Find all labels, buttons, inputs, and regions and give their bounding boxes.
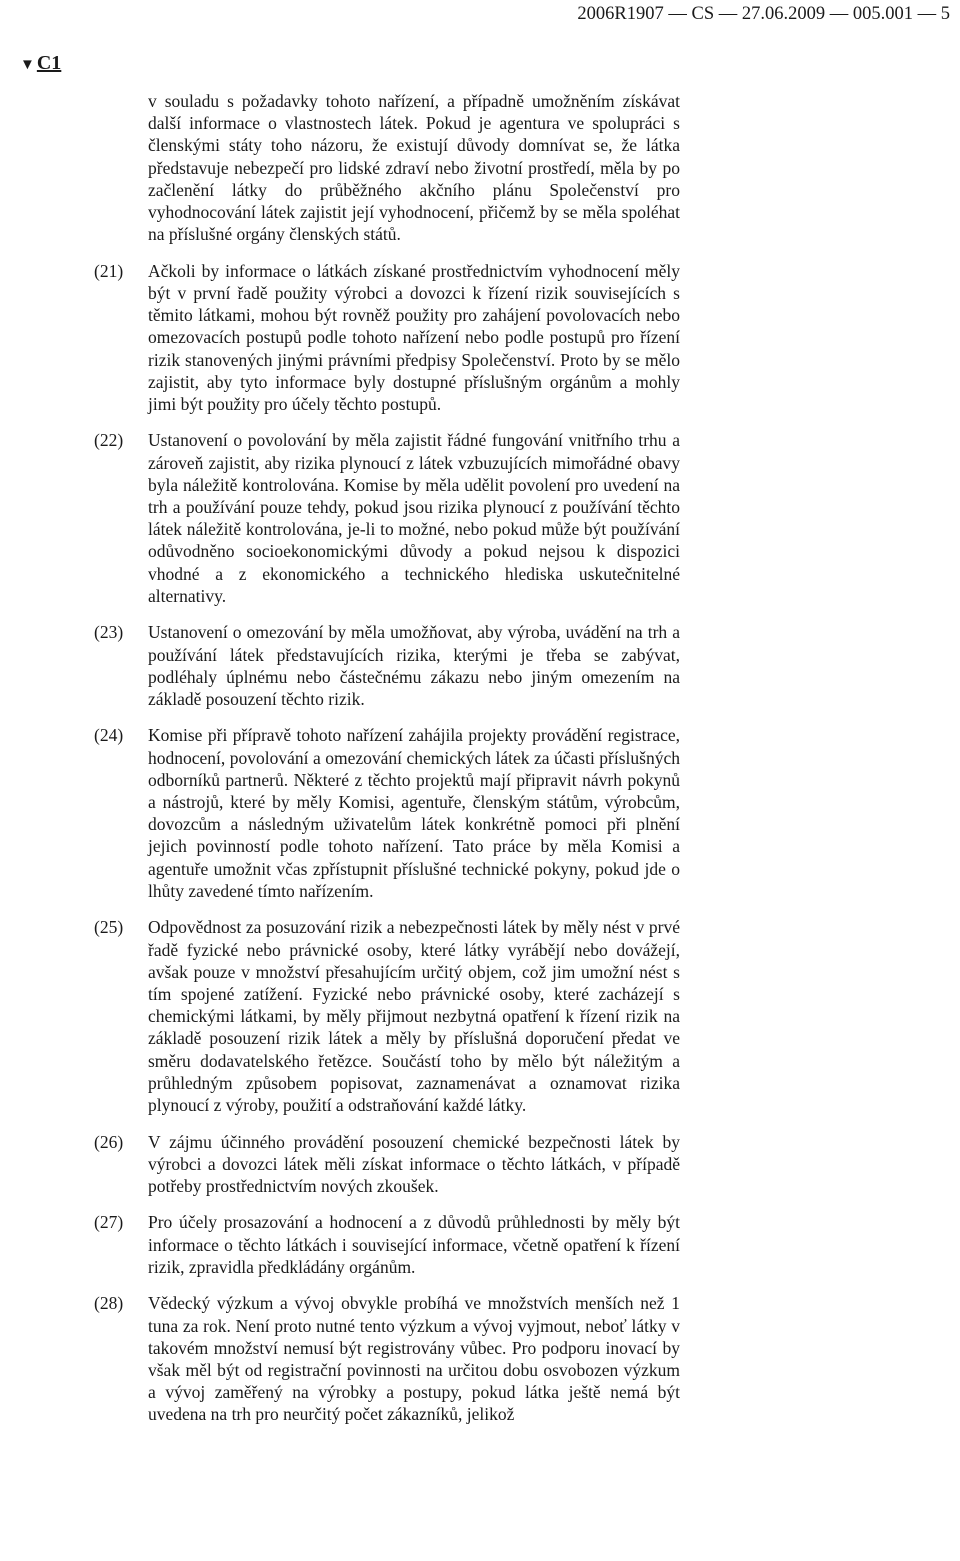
amendment-code: C1 [36, 52, 62, 74]
running-header: 2006R1907 — CS — 27.06.2009 — 005.001 — 5 [577, 4, 950, 24]
recital-text: Komise při přípravě tohoto nařízení zahájila projekty provádění registrace, hodnocení, povolování a omezování chemických látek za účasti příslušných odborníků partnerů. Některé z těchto projektů mají připravit návrh pokynů a nástrojů, které by měly Komisi, agentuře, členským státům, výrobcům, dovozcům a následným uživatelům látek konkrétně pomoci při plnění jejich povinností podle tohoto nařízení. Tato práce by měla Komisi a agentuře umožnit včas zpřístupnit příslušné technické pokyny, pokud jde o lhůty zavedené tímto nařízením. [148, 725, 680, 901]
recital-paragraph [94, 621, 680, 710]
recital-number: (21) [94, 260, 124, 281]
recital-text: v souladu s požadavky tohoto nařízení, a případně umožněním získávat další informace o vlastnostech látek. Pokud je agentura ve spolupráci s členskými státy toho názoru, že existují důvody domnívat se, že látka představuje nebezpečí pro lidské zdraví nebo životní prostředí, měla by po začlenění látky do průběžného akčního plánu Společenství pro vyhodnocování látek zajistit její vyhodnocení, přičemž by se měla spoléhat na příslušné orgány členských států. [148, 91, 680, 245]
recital-number [94, 90, 148, 245]
recital-number: (26) [94, 1131, 124, 1152]
recital-paragraph [94, 90, 680, 245]
recital-text: Ačkoli by informace o látkách získané prostřednictvím vyhodnocení měly být v první řadě použity výrobci a dovozci k řízení rizik souvisejících s těmito látkami, mohou být rovněž použity pro zahájení povolovacích nebo omezovacích postupů podle tohoto nařízení nebo podle postupů pro řízení rizik stanovených jinými právními předpisy Společenství. Proto by se mělo zajistit, aby tyto informace byly dostupné příslušným orgánům a mohly jimi být použity pro účely těchto postupů. [148, 260, 680, 414]
recital-paragraph [94, 916, 680, 1116]
recital-number: (28) [94, 1293, 124, 1314]
recital-text: Ustanovení o povolování by měla zajistit řádné fungování vnitřního trhu a zároveň zajistit, aby rizika plynoucí z látek vzbuzujících mimořádné obavy byla náležitě kontrolována. Komise by měla udělit povolení pro uvedení na trh a používání pouze tehdy, pokud jsou rizika plynoucí z používání těchto látek náležitě kontrolována, je-li to možné, nebo pokud může být používání odůvodněno socioekonomickými důvody a pokud nejsou k dispozici vhodné a z ekonomického a technického hlediska uskutečnitelné alternativy. [148, 430, 680, 606]
recital-number: (25) [94, 917, 124, 938]
recital-paragraph [94, 1292, 680, 1425]
recital-paragraph [94, 429, 680, 607]
recital-paragraph [94, 724, 680, 902]
recital-text: Odpovědnost za posuzování rizik a nebezpečnosti látek by měly nést v prvé řadě fyzické nebo právnické osoby, které látky vyrábějí nebo dovážejí, avšak pouze v množství přesahujícím určitý objem, což jim umožní nést s tím spojené zatížení. Fyzické nebo právnické osoby, které zacházejí s chemickými látkami, by měly přijmout nezbytná opatření k řízení rizik na základě posouzení rizik látek a měly by příslušná doporučení předat ve směru dodavatelského řetězce. Součástí toho by mělo být náležitým a průhledným způsobem popisovat, zaznamenávat a oznamovat rizika plynoucí z výroby, použití a odstraňování každé látky. [148, 917, 680, 1116]
recital-text: Vědecký výzkum a vývoj obvykle probíhá ve množstvích menších než 1 tuna za rok. Není proto nutné tento výzkum a vývoj vyjmout, neboť látky v takovém množství nemusí být registrovány vůbec. Pro podporu inovací by však měl být od registrační povinnosti na určitou dobu osvobozen výzkum a vývoj zaměřený na výrobky a postupy, pokud látka ještě nemá být uvedena na trh pro neurčitý počet zákazníků, jelikož [148, 1293, 680, 1425]
recital-text: Ustanovení o omezování by měla umožňovat, aby výroba, uvádění na trh a používání látek představujících rizika, kterými je třeba se zabývat, podléhaly úplnému nebo částečnému zákazu nebo jiným omezením na základě posouzení těchto rizik. [148, 622, 680, 709]
recital-number: (27) [94, 1212, 124, 1233]
recitals [94, 90, 680, 1440]
recital-text: Pro účely prosazování a hodnocení a z důvodů průhlednosti by měly být informace o těchto látkách i související informace, včetně opatření k řízení rizik, zpravidla předkládány orgánům. [148, 1212, 680, 1277]
recital-paragraph [94, 1131, 680, 1198]
recital-number: (23) [94, 622, 124, 643]
recital-number: (22) [94, 430, 124, 451]
recital-paragraph [94, 260, 680, 415]
recital-paragraph [94, 1211, 680, 1278]
recital-number: (24) [94, 725, 124, 746]
triangle-down-icon: ▼ [20, 57, 35, 73]
amendment-marker [20, 51, 61, 77]
recital-text: V zájmu účinného provádění posouzení chemické bezpečnosti látek by výrobci a dovozci látek měli získat informace o těchto látkách, v případě potřeby prostřednictvím nových zkoušek. [148, 1131, 680, 1196]
